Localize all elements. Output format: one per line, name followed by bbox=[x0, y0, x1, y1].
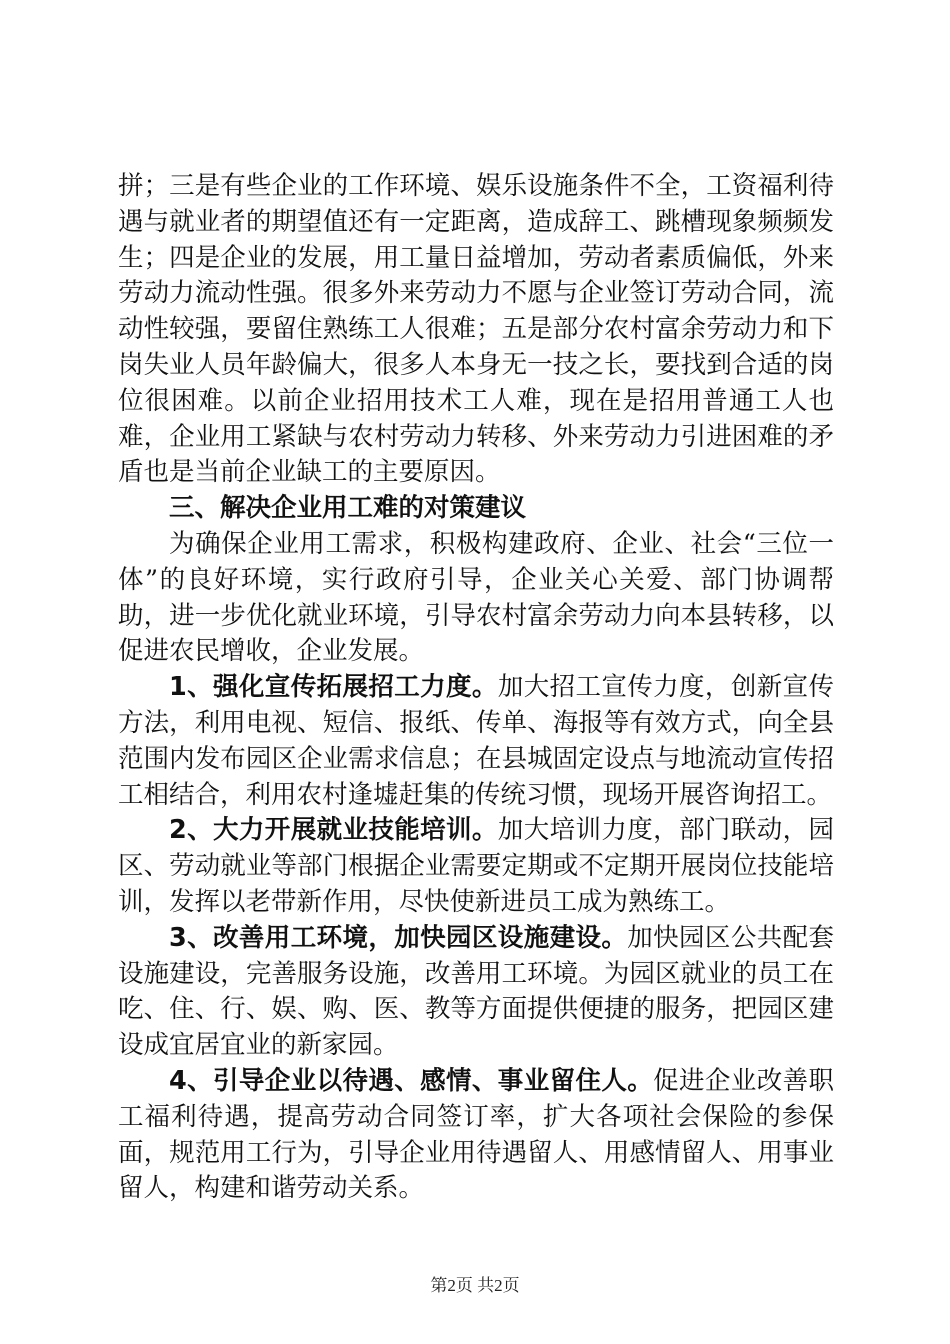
list-item bbox=[118, 1064, 834, 1207]
item-title: 2、大力开展就业技能培训。 bbox=[169, 815, 498, 846]
list-item bbox=[118, 670, 834, 813]
list-item bbox=[118, 813, 834, 920]
page-footer: 第2页 共2页 bbox=[430, 1276, 520, 1295]
paragraph-continued: 拼；三是有些企业的工作环境、娱乐设施条件不全，工资福利待遇与就业者的期望值还有一定距离，造成辞工、跳槽现象频频发生；四是企业的发展，用工量日益增加，劳动者素质偏低，外来劳动力流动性强。很多外来劳动力不愿与企业签订劳动合同，流动性较强，要留住熟练工人很难；五是部分农村富余劳动力和下岗失业人员年龄偏大，很多人本身无一技之长，要找到合适的岗位很困难。以前企业招用技术工人难，现在是招用普通工人也难，企业用工紧缺与农村劳动力转移、外来劳动力引进困难的矛盾也是当前企业缺工的主要原因。 bbox=[118, 171, 834, 488]
document-body bbox=[118, 169, 834, 1207]
item-body: 加大招工宣传力度，创新宣传方法，利用电视、短信、报纸、传单、海报等有效方式，向全县范围内发布园区企业需求信息；在县城固定设点与地流动宣传招工相结合，利用农村逢墟赶集的传统习惯，现场开展咨询招工。 bbox=[118, 672, 834, 810]
paragraph-intro: 为确保企业用工需求，积极构建政府、企业、社会“三位一体”的良好环境，实行政府引导，企业关心关爱、部门协调帮助，进一步优化就业环境，引导农村富余劳动力向本县转移，以促进农民增收，企业发展。 bbox=[118, 528, 834, 667]
item-title: 4、引导企业以待遇、感情、事业留住人。 bbox=[169, 1065, 654, 1096]
item-title: 3、改善用工环境，加快园区设施建设。 bbox=[169, 922, 628, 953]
list-item bbox=[118, 921, 834, 1064]
item-title: 1、强化宣传拓展招工力度。 bbox=[169, 672, 498, 703]
item-body: 加快园区公共配套设施建设，完善服务设施，改善用工环境。为园区就业的员工在吃、住、行、娱、购、医、教等方面提供便捷的服务，把园区建设成宜居宜业的新家园。 bbox=[118, 922, 834, 1061]
section-heading: 三、解决企业用工难的对策建议 bbox=[169, 493, 527, 524]
item-body: 加大培训力度，部门联动，园区、劳动就业等部门根据企业需要定期或不定期开展岗位技能培训，发挥以老带新作用，尽快使新进员工成为熟练工。 bbox=[118, 815, 834, 917]
item-body: 促进企业改善职工福利待遇，提高劳动合同签订率，扩大各项社会保险的参保面，规范用工行为，引导企业用待遇留人、用感情留人、用事业留人，构建和谐劳动关系。 bbox=[118, 1065, 834, 1204]
